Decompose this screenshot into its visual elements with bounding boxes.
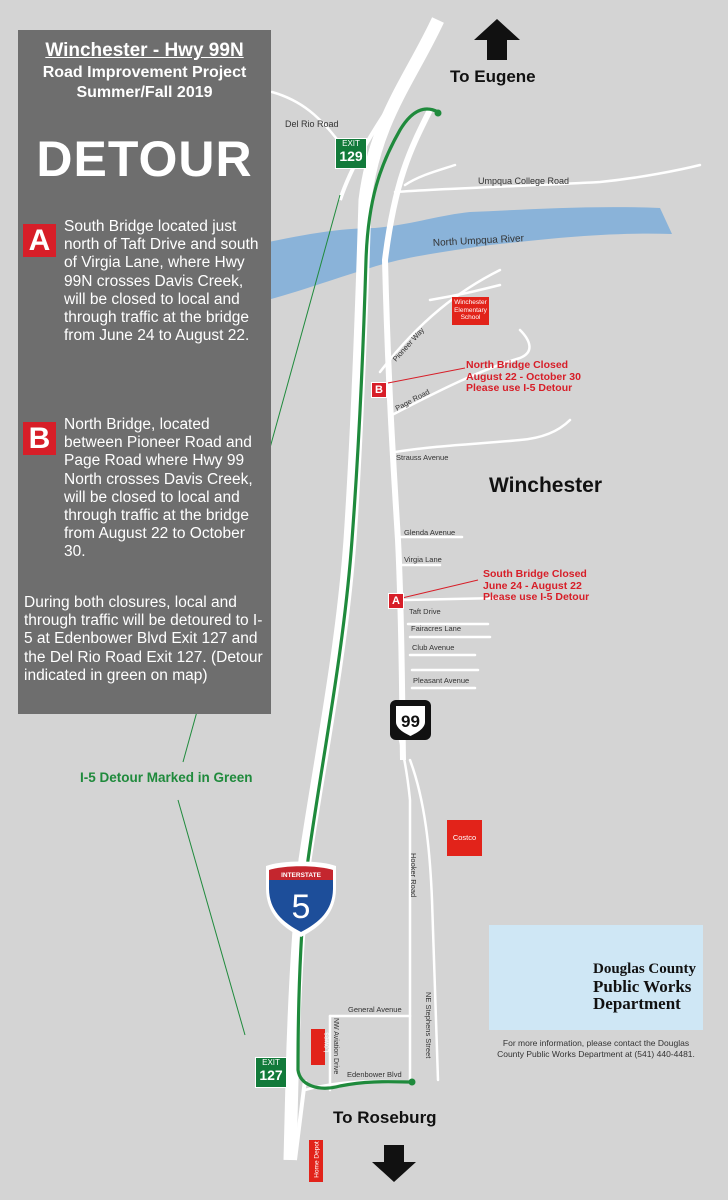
home-depot-label: Home Depot	[313, 1141, 321, 1178]
map-badge-a: A	[388, 593, 404, 609]
douglas-county-logo	[489, 925, 703, 1030]
home-depot-store	[309, 1140, 323, 1182]
map-badge-b: B	[371, 382, 387, 398]
north-arrow-icon	[474, 19, 520, 60]
to-eugene-label: To Eugene	[450, 67, 536, 86]
exit-127-sign	[255, 1057, 287, 1088]
strauss-avenue	[395, 420, 570, 452]
hooker-road	[400, 740, 410, 1080]
fairacres-lane-label: Fairacres Lane	[411, 624, 462, 633]
contact-info: For more information, please contact the Douglas County Public Works Department at (541) 440-4481.	[497, 1038, 695, 1059]
detour-node-south	[409, 1079, 416, 1086]
south-note-line-1: South Bridge Closed	[483, 568, 587, 580]
detour-pointer-down	[178, 800, 245, 1035]
closure-a-text: South Bridge located just north of Taft Drive and south of Virgia Lane, where Hwy 99N crosses Davis Creek, will be closed to local and through traffic at the bridge from June 24 to August 22.	[64, 218, 259, 345]
highway-99	[385, 110, 430, 760]
hooker-road-label: Hooker Road	[409, 853, 418, 898]
detour-node-north	[435, 110, 442, 117]
highway-99-shield-number: 99	[401, 712, 420, 731]
exit-129-label: EXIT	[342, 139, 360, 148]
badge-a: A	[23, 224, 56, 257]
page-road-label: Page Road	[393, 387, 432, 413]
north-bridge-note	[466, 360, 581, 395]
south-note-line-3: Please use I-5 Detour	[483, 591, 590, 603]
logo-line-2: Public Works	[593, 977, 692, 996]
detour-closing-text: During both closures, local and through traffic will be detoured to I-5 at Edenbower Blvd Exit 127 and the Del Rio Road Exit 127. (Detour indicated in green on map)	[24, 594, 263, 684]
north-note-line-1: North Bridge Closed	[466, 359, 569, 371]
badge-b: B	[23, 422, 56, 455]
south-note-line-2: June 24 - August 22	[483, 579, 582, 592]
interstate-shield-label: INTERSTATE	[281, 872, 321, 879]
logo-text	[593, 961, 696, 1012]
pleasant-avenue-label: Pleasant Avenue	[413, 676, 470, 685]
north-umpqua-river	[255, 207, 672, 303]
strauss-avenue-label: Strauss Avenue	[396, 453, 449, 462]
river-label: North Umpqua River	[432, 233, 525, 249]
exit-127-number: 127	[259, 1067, 283, 1083]
general-avenue-label: General Avenue	[348, 1005, 402, 1014]
detour-heading: DETOUR	[36, 131, 253, 187]
glenda-avenue-label: Glenda Avenue	[404, 528, 456, 537]
ne-stephens-street-label: NE Stephens Street	[424, 992, 433, 1059]
umpqua-college-road-label: Umpqua College Road	[478, 176, 570, 186]
del-rio-road-label: Del Rio Road	[285, 119, 339, 129]
project-subtitle: Road Improvement Project	[42, 64, 247, 81]
south-arrow-icon	[372, 1145, 416, 1182]
project-dates: Summer/Fall 2019	[76, 84, 213, 101]
costco-store: Costco	[447, 820, 482, 856]
interstate-shield-number: 5	[291, 888, 311, 926]
nw-aviation-drive-label: NW Aviation Drive	[332, 1018, 339, 1075]
winchester-elementary-school: Winchester Elementary School	[452, 297, 489, 325]
taft-drive-label: Taft Drive	[409, 607, 441, 616]
exit-127-label: EXIT	[262, 1058, 280, 1067]
info-panel	[18, 30, 271, 714]
detour-note: I-5 Detour Marked in Green	[80, 770, 253, 785]
logo-line-3: Department	[593, 994, 681, 1013]
club-avenue-label: Club Avenue	[412, 643, 455, 652]
lowes-store	[311, 1029, 331, 1065]
logo-line-1: Douglas County	[593, 961, 696, 977]
pioneer-way-label: Pioneer Way	[390, 325, 427, 364]
project-title: Winchester - Hwy 99N	[45, 40, 244, 61]
lowes-label: Lowes	[323, 1032, 331, 1053]
exit-129-sign	[335, 138, 367, 169]
south-bridge-note	[483, 569, 589, 604]
north-note-line-2: August 22 - October 30	[466, 370, 581, 383]
closure-b-text: North Bridge, located between Pioneer Road and Page Road where Hwy 99 North crosses Davis Creek, will be closed to local and through traffic at the bridge from August 22 to October 30.	[64, 416, 253, 561]
town-label: Winchester	[489, 474, 603, 497]
exit-129-number: 129	[339, 148, 363, 164]
edenbower-blvd-label: Edenbower Blvd	[347, 1070, 402, 1079]
to-roseburg-label: To Roseburg	[333, 1108, 437, 1127]
virgia-lane-label: Virgia Lane	[404, 555, 442, 564]
north-note-line-3: Please use I-5 Detour	[466, 382, 573, 394]
